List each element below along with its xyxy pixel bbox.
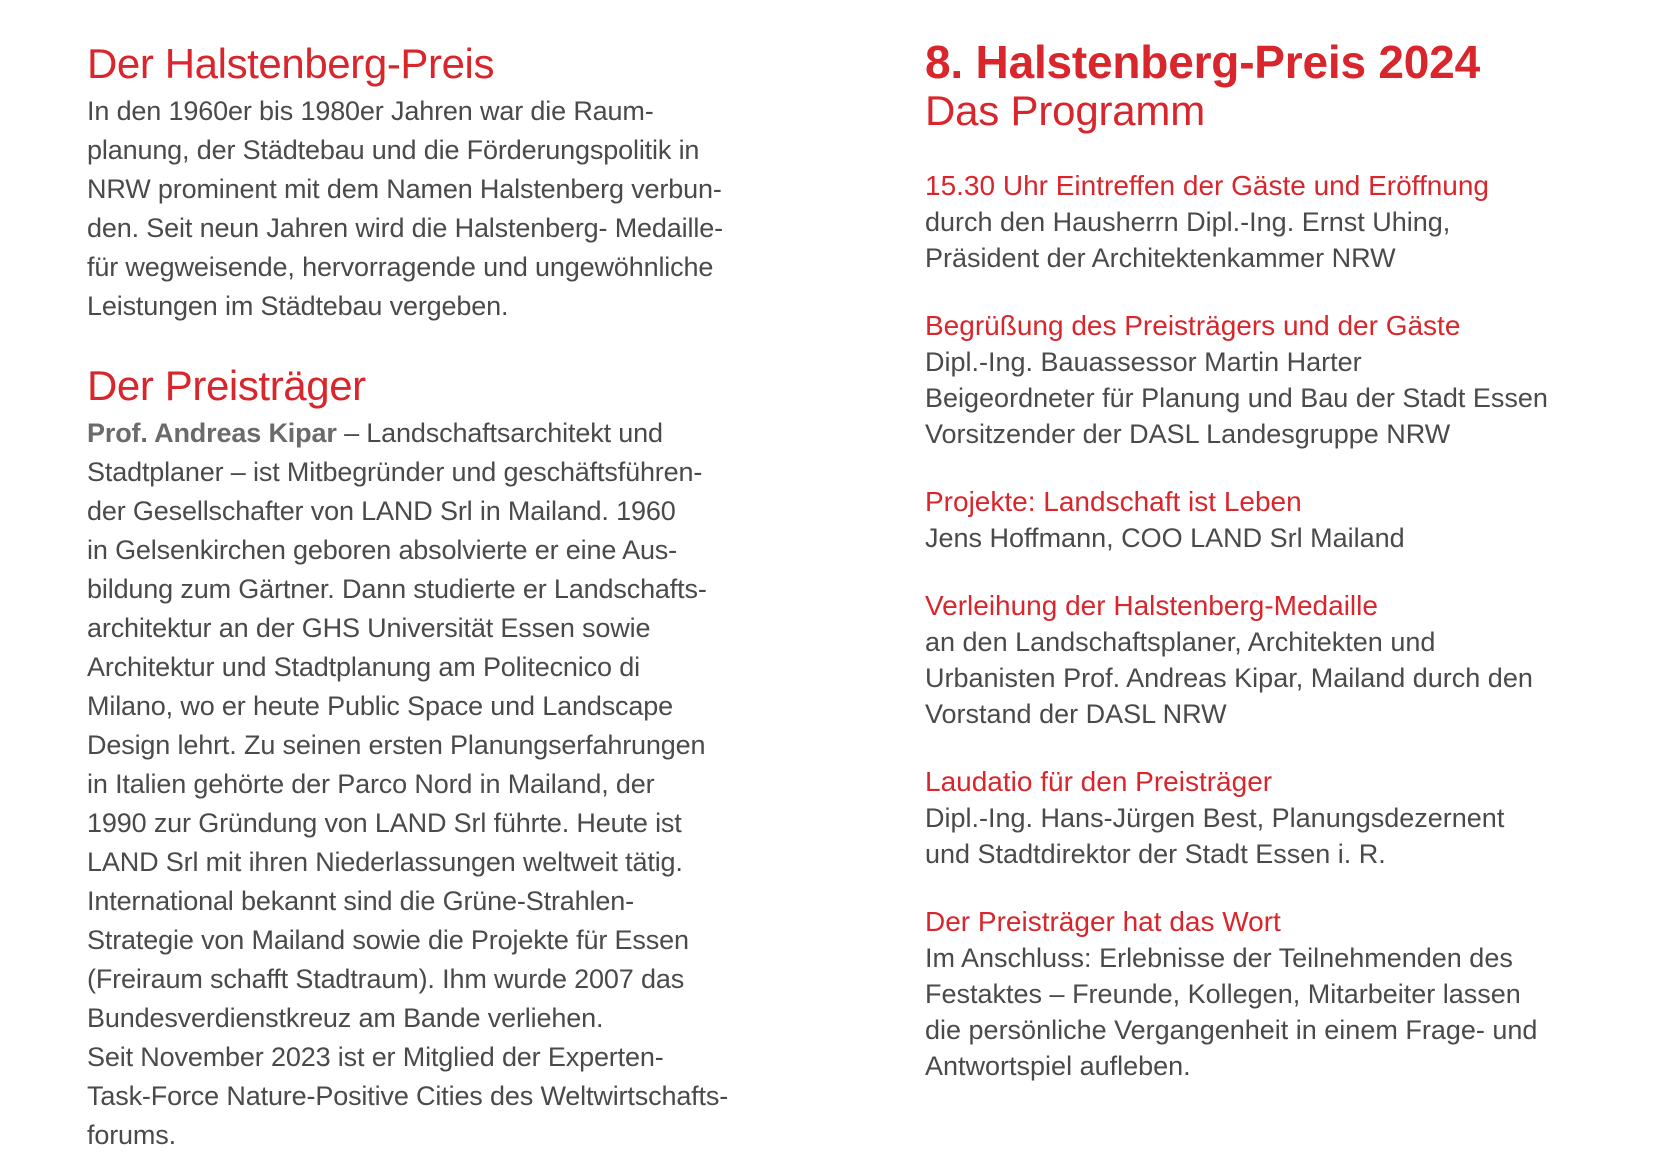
text-line: bildung zum Gärtner. Dann studierte er Landschafts- [87, 574, 707, 604]
program-list [925, 168, 1625, 1084]
text-line: Task-Force Nature-Positive Cities des Weltwirtschafts- [87, 1081, 729, 1111]
section-preistraeger [87, 358, 807, 1155]
right-column [925, 36, 1625, 1116]
text-line: 1990 zur Gründung von LAND Srl führte. Heute ist [87, 808, 682, 838]
text-line: Vorsitzender der DASL Landesgruppe NRW [925, 419, 1451, 449]
text-line: an den Landschaftsplaner, Architekten und [925, 627, 1436, 657]
program-item-title: Laudatio für den Preisträger [925, 766, 1273, 797]
section-body [87, 92, 807, 326]
program-item-title: Der Preisträger hat das Wort [925, 906, 1281, 937]
text-line: Dipl.-Ing. Hans-Jürgen Best, Planungsdezernent [925, 803, 1505, 833]
program-item-text [925, 204, 1625, 276]
text-line: Seit November 2023 ist er Mitglied der Experten- [87, 1042, 664, 1072]
text-line: Architektur und Stadtplanung am Politecnico di [87, 652, 640, 682]
text-line: den. Seit neun Jahren wird die Halstenberg- Medaille- [87, 213, 723, 243]
text-line: (Freiraum schafft Stadtraum). Ihm wurde 2007 das [87, 964, 685, 994]
text-line: durch den Hausherrn Dipl.-Ing. Ernst Uhing, [925, 207, 1451, 237]
text-line: die persönliche Vergangenheit in einem Frage- und [925, 1015, 1538, 1045]
program-item-text [925, 624, 1625, 732]
program-item [925, 168, 1625, 276]
text-line: Beigeordneter für Planung und Bau der Stadt Essen [925, 383, 1548, 413]
text-line: In den 1960er bis 1980er Jahren war die Raum- [87, 96, 654, 126]
text-line: Stadtplaner – ist Mitbegründer und geschäftsführen- [87, 457, 703, 487]
text-line: NRW prominent mit dem Namen Halstenberg verbun- [87, 174, 722, 204]
section-heading: Der Preisträger [87, 362, 366, 409]
program-item [925, 764, 1625, 872]
program-item-text [925, 800, 1625, 872]
text-line: Milano, wo er heute Public Space und Landscape [87, 691, 673, 721]
program-item-title: Verleihung der Halstenberg-Medaille [925, 590, 1378, 621]
text-line: Bundesverdienstkreuz am Bande verliehen. [87, 1003, 604, 1033]
page-subtitle: Das Programm [925, 87, 1205, 134]
text-line: in Italien gehörte der Parco Nord in Mailand, der [87, 769, 655, 799]
text-line: International bekannt sind die Grüne-Strahlen- [87, 886, 634, 916]
text-line: Design lehrt. Zu seinen ersten Planungserfahrungen [87, 730, 706, 760]
program-item-title: Projekte: Landschaft ist Leben [925, 486, 1302, 517]
page-title: 8. Halstenberg-Preis 2024 [925, 36, 1480, 88]
text-line: Präsident der Architektenkammer NRW [925, 243, 1396, 273]
text-line: Leistungen im Städtebau vergeben. [87, 291, 509, 321]
text-line [87, 414, 807, 453]
text-line: der Gesellschafter von LAND Srl in Mailand. 1960 [87, 496, 676, 526]
program-item [925, 484, 1625, 556]
text-line: LAND Srl mit ihren Niederlassungen weltweit tätig. [87, 847, 683, 877]
text-line: Strategie von Mailand sowie die Projekte für Essen [87, 925, 689, 955]
left-column [87, 36, 807, 1155]
text-line: Jens Hoffmann, COO LAND Srl Mailand [925, 523, 1405, 553]
text-line: Festaktes – Freunde, Kollegen, Mitarbeiter lassen [925, 979, 1521, 1009]
text-line: forums. [87, 1120, 176, 1150]
program-item [925, 308, 1625, 452]
text-span: – Landschaftsarchitekt und [336, 418, 663, 448]
program-item-text [925, 940, 1625, 1084]
section-halstenberg-preis [87, 36, 807, 326]
section-body [87, 414, 807, 1155]
text-line: Antwortspiel aufleben. [925, 1051, 1191, 1081]
program-item-text [925, 520, 1625, 556]
text-line: Im Anschluss: Erlebnisse der Teilnehmenden des [925, 943, 1513, 973]
program-item [925, 904, 1625, 1084]
text-line: Urbanisten Prof. Andreas Kipar, Mailand durch den [925, 663, 1533, 693]
text-line: architektur an der GHS Universität Essen sowie [87, 613, 651, 643]
program-item-title: 15.30 Uhr Eintreffen der Gäste und Eröffnung [925, 170, 1490, 201]
program-item-title: Begrüßung des Preisträgers und der Gäste [925, 310, 1461, 341]
text-line: in Gelsenkirchen geboren absolvierte er eine Aus- [87, 535, 677, 565]
program-item [925, 588, 1625, 732]
text-line: für wegweisende, hervorragende und ungewöhnliche [87, 252, 714, 282]
text-line: und Stadtdirektor der Stadt Essen i. R. [925, 839, 1386, 869]
text-line: Dipl.-Ing. Bauassessor Martin Harter [925, 347, 1362, 377]
program-item-text [925, 344, 1625, 452]
text-line: planung, der Städtebau und die Förderungspolitik in [87, 135, 700, 165]
laureate-name: Prof. Andreas Kipar [87, 418, 337, 448]
section-heading: Der Halstenberg-Preis [87, 40, 495, 87]
text-line: Vorstand der DASL NRW [925, 699, 1227, 729]
